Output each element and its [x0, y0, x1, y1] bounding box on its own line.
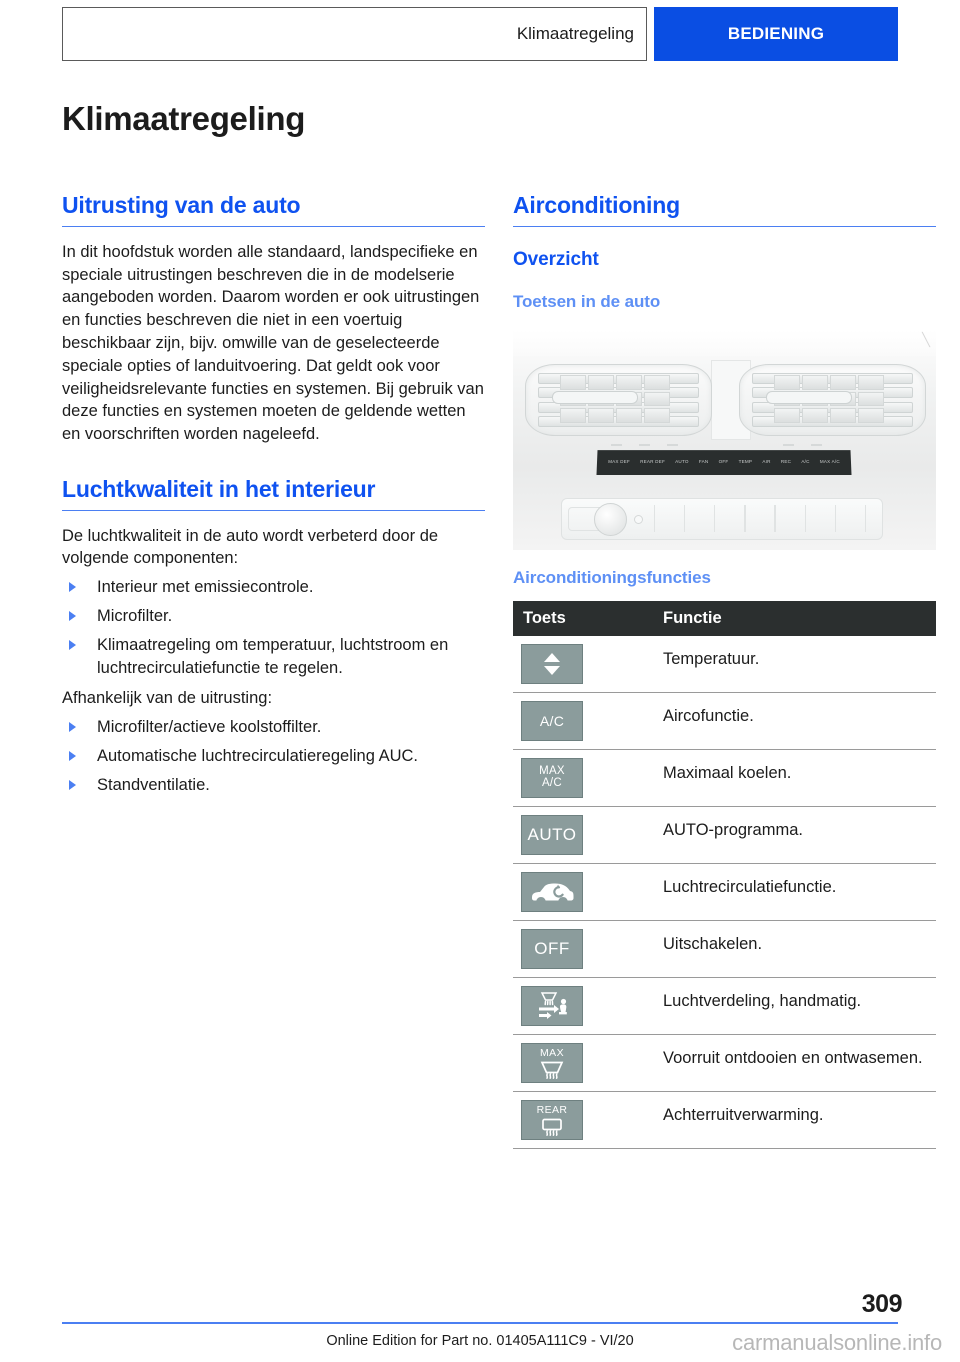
air-recirculation-icon — [529, 881, 575, 903]
heading-toetsen-in-de-auto: Toetsen in de auto — [513, 291, 661, 311]
list-item-label: Automatische luchtrecirculatieregeling AUC. — [97, 746, 418, 765]
cell-function: Achterruitverwarming. — [653, 1091, 936, 1148]
paragraph-afhankelijk: Afhankelijk van de uitrusting: — [62, 689, 273, 708]
rear-window-defrost-icon — [538, 1118, 566, 1137]
key-ac-button[interactable] — [521, 701, 583, 741]
table-row — [513, 863, 936, 920]
tab-section-label: BEDIENING — [727, 24, 825, 43]
bullet-list-uitrusting — [62, 716, 485, 796]
panel-button-label: FAN — [698, 459, 709, 465]
list-item — [62, 605, 485, 628]
heading-airconditioningsfuncties: Airconditioningsfuncties — [513, 567, 711, 587]
column-header-functie: Functie — [653, 601, 936, 636]
key-auto-button[interactable] — [521, 815, 583, 855]
key-label-bottom: A/C — [541, 776, 563, 789]
cell-function: AUTO-programma. — [653, 806, 936, 863]
key-label: A/C — [539, 712, 565, 729]
page-number: 309 — [861, 1290, 902, 1318]
airconditioning-functions-table — [513, 601, 936, 1149]
panel-button-label: REC — [780, 459, 792, 465]
list-item — [62, 745, 485, 768]
cell-function: Aircofunctie. — [653, 692, 936, 749]
air-vent-left — [525, 364, 712, 436]
panel-button-label: REAR DEF — [640, 459, 666, 465]
triangle-bullet-icon — [69, 722, 76, 732]
table-row — [513, 749, 936, 806]
panel-button-label: MAX DEF — [608, 459, 631, 465]
triangle-bullet-icon — [69, 640, 76, 650]
list-item — [62, 576, 485, 599]
tab-chapter[interactable] — [62, 7, 647, 61]
list-item — [62, 774, 485, 797]
left-column — [62, 192, 485, 796]
key-max-defrost-button[interactable] — [521, 1043, 583, 1083]
key-label: REAR — [536, 1103, 568, 1116]
intro-paragraph: In dit hoofdstuk worden alle standaard, landspecifieke en speciale uitrustingen beschreven die in de modelserie aangeboden worden. Daarom worden er ook uitrustingen en functies beschreven die niet in een voertuig beschikbaar zijn, bijv. omwille van de geselecteerde speciale opties of landuitvoering. Dat geldt ook voor veiligheidsrelevante functies en systemen. Bij gebruik van deze functies en systemen moeten de geldende wetten en voorschriften worden nageleefd. — [62, 242, 484, 444]
footer-rule — [62, 1322, 898, 1324]
windshield-defrost-icon — [538, 1061, 566, 1080]
footer-note: Online Edition for Part no. 01405A111C9 - VI/20 — [326, 1333, 634, 1349]
paragraph-luchtkwaliteit: De luchtkwaliteit in de auto wordt verbeterd door de volgende componenten: — [62, 526, 439, 568]
dashboard-top — [513, 330, 936, 356]
cell-function: Luchtverdeling, handmatig. — [653, 977, 936, 1034]
vent-knob — [552, 391, 638, 404]
climate-control-panel-photo — [513, 330, 936, 550]
air-vents — [517, 364, 932, 434]
panel-button-label: MAX A/C — [819, 459, 840, 465]
list-item — [62, 634, 485, 680]
air-vent-right — [739, 364, 926, 436]
table-row — [513, 977, 936, 1034]
cell-function: Maximaal koelen. — [653, 749, 936, 806]
list-item-label: Standventilatie. — [97, 775, 210, 794]
center-console-lower — [561, 498, 883, 540]
page-header — [62, 7, 898, 61]
page-title: Klimaatregeling — [62, 100, 306, 137]
heading-luchtkwaliteit-in-het-interieur: Luchtkwaliteit in het interieur — [62, 476, 485, 511]
heading-airconditioning: Airconditioning — [513, 192, 936, 227]
photo-corner-mark: ╲ — [922, 331, 930, 347]
table-row — [513, 920, 936, 977]
right-column — [513, 192, 936, 1149]
table-row — [513, 636, 936, 693]
panel-button-label: TEMP — [738, 459, 753, 465]
list-item — [62, 716, 485, 739]
panel-button-label: OFF — [718, 459, 729, 465]
triangle-bullet-icon — [69, 751, 76, 761]
triangle-bullet-icon — [69, 780, 76, 790]
cell-function: Luchtrecirculatiefunctie. — [653, 863, 936, 920]
cell-function: Uitschakelen. — [653, 920, 936, 977]
arrow-up-icon — [544, 653, 560, 662]
console-slots — [654, 505, 866, 532]
tab-section[interactable] — [654, 7, 898, 61]
table-header-row — [513, 601, 936, 636]
manual-air-distribution-icon — [532, 990, 572, 1022]
tab-chapter-label: Klimaatregeling — [516, 24, 634, 43]
heading-overzicht: Overzicht — [513, 248, 599, 270]
table-row — [513, 692, 936, 749]
column-header-toets: Toets — [513, 601, 653, 636]
button-indicator-lights — [597, 444, 851, 449]
list-item-label: Interieur met emissiecontrole. — [97, 578, 314, 597]
triangle-bullet-icon — [69, 611, 76, 621]
list-item-label: Klimaatregeling om temperatuur, luchtstroom en luchtrecirculatiefunctie te regelen. — [97, 635, 449, 677]
key-recirculation-button[interactable] — [521, 872, 583, 912]
cell-function: Voorruit ontdooien en ontwasemen. — [653, 1034, 936, 1091]
key-label-top: MAX — [539, 765, 565, 778]
table-row — [513, 1034, 936, 1091]
console-button — [634, 515, 643, 524]
volume-dial — [594, 503, 627, 536]
watermark: carmanualsonline.info — [732, 1330, 942, 1355]
table-row — [513, 806, 936, 863]
key-off-button[interactable] — [521, 929, 583, 969]
cell-function: Temperatuur. — [653, 636, 936, 693]
climate-button-bar — [596, 450, 851, 475]
heading-uitrusting-van-de-auto: Uitrusting van de auto — [62, 192, 485, 227]
key-max-ac-button[interactable] — [521, 758, 583, 798]
list-item-label: Microfilter/actieve koolstoffilter. — [97, 718, 322, 737]
list-item-label: Microfilter. — [97, 607, 173, 625]
panel-button-label: AUTO — [675, 459, 689, 465]
key-label: MAX — [540, 1046, 564, 1059]
key-air-distribution-button[interactable] — [521, 986, 583, 1026]
triangle-bullet-icon — [69, 582, 76, 592]
key-label: OFF — [534, 939, 570, 959]
panel-button-label: AIR — [762, 459, 771, 465]
key-rear-defrost-button[interactable] — [521, 1100, 583, 1140]
panel-button-label: A/C — [801, 459, 810, 465]
vent-knob — [766, 391, 852, 404]
bullet-list-componenten — [62, 576, 485, 679]
table-row — [513, 1091, 936, 1148]
key-label: AUTO — [527, 825, 577, 845]
arrow-down-icon — [544, 666, 560, 675]
key-temperature-icon[interactable] — [521, 644, 583, 684]
